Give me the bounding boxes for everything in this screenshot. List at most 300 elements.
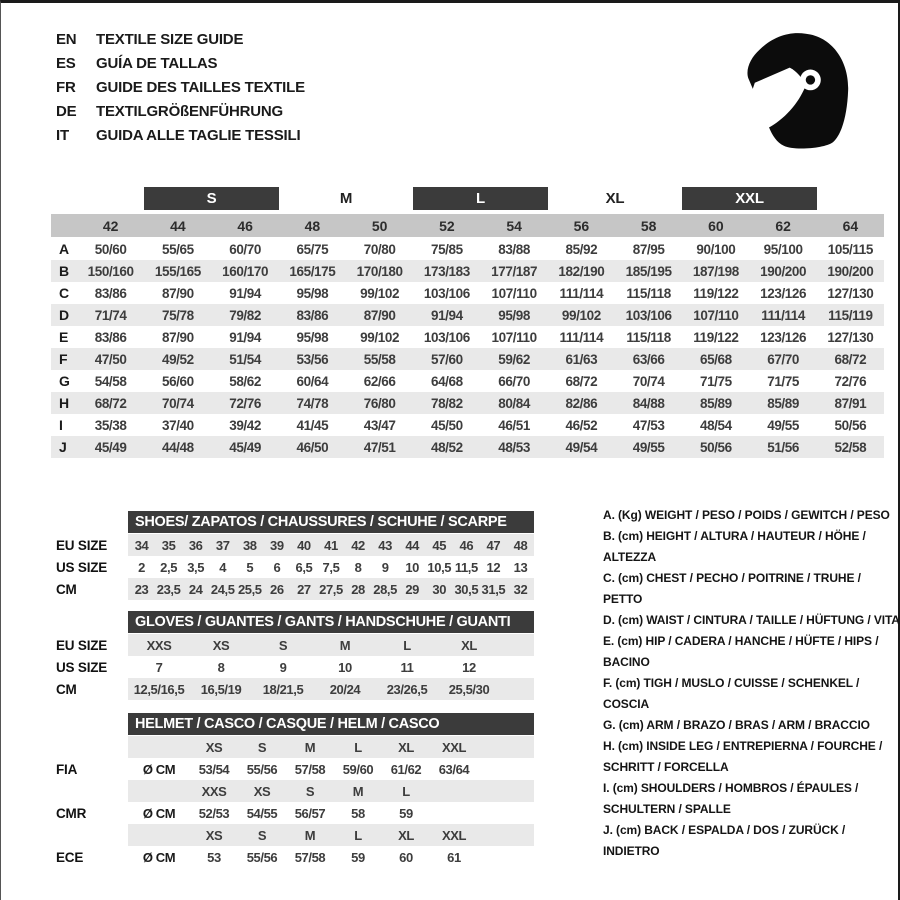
measurement-cell: 45/49 [229,439,262,455]
gloves-title-row [56,611,534,633]
row-values [128,678,534,700]
legend-item: C. (cm) CHEST / PECHO / POITRINE / TRUHE / PETTO [603,571,861,606]
measurement-cell: 71/74 [94,307,127,323]
measurement-cell: 68/72 [565,373,598,389]
measurement-cell: 55/58 [363,351,396,367]
size-column-header: 52 [439,217,455,234]
size-cell: 26 [270,581,284,597]
measurement-cell: 190/200 [760,263,807,279]
measurement-cell: 64/68 [430,373,463,389]
helmet-value-cell: 53/54 [198,761,230,777]
helmet-size-cell: M [304,739,316,755]
measurement-cell: 119/122 [693,329,739,345]
size-cell: 24 [188,581,203,597]
shoes-title-bar: SHOES/ ZAPATOS / CHAUSSURES / SCHUHE / SCARPE [128,511,534,533]
measurement-row [51,326,884,348]
gloves-size-table [56,611,534,700]
diameter-unit-cell: Ø CM [142,761,176,777]
measurement-cell: 115/119 [828,307,873,323]
measurement-cell: 187/198 [692,263,739,279]
size-column-header: 54 [506,217,522,234]
size-column-header: 64 [842,217,859,234]
helmet-value-row [56,802,534,824]
size-cell: 44 [405,537,420,553]
measurement-cell: 91/94 [229,329,262,345]
measurement-cell: 45/50 [430,417,463,433]
row-values [128,556,534,578]
size-cell: 36 [188,537,203,553]
size-cell: 6 [273,559,281,575]
size-cell: 10 [338,659,352,675]
measurement-cell: 50/56 [834,417,867,433]
language-row [56,75,305,99]
gloves-title-bar: GLOVES / GUANTES / GANTS / HANDSCHUHE / GUANTI [128,611,534,633]
guide-title: TEXTILGRÖßENFÜHRUNG [96,102,284,120]
measurement-cell: 185/195 [625,263,672,279]
size-column-header: 58 [640,217,657,234]
size-cell: 41 [324,537,338,553]
measurement-legend [603,505,900,862]
measurement-cell: 57/60 [430,351,463,367]
size-row [56,534,534,556]
size-cell: 37 [215,537,230,553]
measurement-cell: 63/66 [632,351,665,367]
helmet-value-cell: 61 [447,849,461,865]
size-cell: 12 [462,659,476,675]
size-cell: 48 [513,537,528,553]
helmet-value-cell: 55/56 [246,761,278,777]
measurement-cell: 105/115 [827,241,873,257]
textile-size-table [51,187,884,458]
measurement-cell: 72/76 [229,395,262,411]
measurement-cell: 51/54 [229,351,262,367]
measurement-cell: 43/47 [363,417,396,433]
guide-title: TEXTILE SIZE GUIDE [96,30,244,48]
helmet-value-cell: 59/60 [342,761,374,777]
size-cell: 11,5 [454,559,478,575]
measurement-cell: 87/90 [363,307,396,323]
language-row [56,99,305,123]
measurement-cell: 46/52 [565,417,598,433]
row-letter: G [59,373,70,389]
guide-title: GUÍA DE TALLAS [96,54,218,72]
helmet-size-cell: XXS [201,783,227,799]
measurement-cell: 99/102 [360,329,400,345]
language-code: ES [56,54,76,72]
measurement-cell: 85/89 [699,395,732,411]
helmet-size-cell: M [304,827,316,843]
measurement-cell: 55/65 [161,241,194,257]
legend-item: G. (cm) ARM / BRAZO / BRAS / ARM / BRACCIO [603,718,870,732]
helmet-value-cell: 55/56 [246,849,278,865]
measurement-cell: 48/52 [430,439,463,455]
row-letter: I [59,417,63,433]
row-values [128,736,534,758]
measurement-cell: 68/72 [834,351,867,367]
measurement-cell: 70/74 [632,373,665,389]
measurement-cell: 103/106 [423,329,470,345]
row-label: US SIZE [56,559,108,575]
size-cell: 2 [138,559,145,575]
size-row [56,656,534,678]
size-band-l: L [413,187,548,210]
measurement-cell: 78/82 [430,395,463,411]
size-cell: 35 [161,537,176,553]
measurement-cell: 80/84 [498,395,531,411]
measurement-cell: 50/56 [699,439,732,455]
row-values [128,534,534,556]
measurement-cell: 74/78 [296,395,329,411]
legend-item: F. (cm) TIGH / MUSLO / CUISSE / SCHENKEL / COSCIA [603,676,860,711]
size-cell: 43 [378,537,392,553]
helmet-value-cell: 59 [351,849,365,865]
size-cell: 5 [246,559,254,575]
row-values [128,634,534,656]
helmet-value-cell: 53 [207,849,221,865]
spacer [56,780,128,802]
size-cell: 8 [217,659,225,675]
standard-label: ECE [56,849,84,865]
measurement-cell: 48/54 [699,417,732,433]
measurement-cell: 39/42 [229,417,262,433]
measurement-cell: 85/92 [565,241,598,257]
helmet-size-cell: XL [398,739,414,755]
measurement-row [51,392,884,414]
size-cell: XXS [146,637,172,653]
measurement-row [51,238,884,260]
guide-title: GUIDA ALLE TAGLIE TESSILI [96,126,301,144]
size-cell: 3,5 [187,559,205,575]
helmet-size-cell: XS [205,739,223,755]
measurement-cell: 127/130 [827,285,874,301]
measurement-cell: 71/75 [699,373,732,389]
helmet-size-cell: L [402,783,410,799]
measurement-cell: 170/180 [356,263,403,279]
size-cell: 47 [486,537,501,553]
measurement-cell: 90/100 [696,241,736,257]
size-cell: 46 [459,537,474,553]
row-values [128,846,534,868]
size-cell: XL [461,637,477,653]
measurement-cell: 103/106 [625,307,672,323]
size-band-row [51,187,884,210]
measurement-rows [51,238,884,458]
legend-item: E. (cm) HIP / CADERA / HANCHE / HÜFTE / HIPS / BACINO [603,634,879,669]
size-cell: 25,5 [237,581,262,597]
size-cell: 12,5/16,5 [133,681,185,697]
measurement-cell: 111/114 [559,285,604,301]
size-cell: 29 [405,581,420,597]
measurement-cell: 160/170 [222,263,269,279]
measurement-cell: 115/118 [626,285,671,301]
measurement-cell: 84/88 [632,395,665,411]
measurement-cell: 87/91 [834,395,867,411]
racing-helmet-icon [737,29,865,161]
size-band-xl: XL [605,190,625,207]
size-band-s: S [144,187,279,210]
size-column-header: 60 [708,217,724,234]
row-letter: F [59,351,68,367]
measurement-row [51,348,884,370]
size-cell: 31,5 [481,581,506,597]
measurement-cell: 107/110 [491,329,537,345]
legend-item: H. (cm) INSIDE LEG / ENTREPIERNA / FOURCHE / SCHRITT / FORCELLA [603,739,883,774]
diameter-unit-cell: Ø CM [142,849,176,865]
size-cell: 34 [134,537,149,553]
shoes-rows [56,534,534,600]
row-values [128,780,534,802]
size-cell: 7,5 [322,559,340,575]
measurement-cell: 70/74 [161,395,194,411]
size-cell: 23 [134,581,149,597]
measurement-cell: 190/200 [827,263,874,279]
measurement-cell: 47/53 [632,417,665,433]
measurement-cell: 95/98 [296,285,329,301]
measurement-cell: 82/86 [565,395,598,411]
measurement-cell: 111/114 [761,307,805,323]
size-cell: 10,5 [427,559,452,575]
row-label: EU SIZE [56,637,108,653]
measurement-row [51,282,884,304]
measurement-cell: 99/102 [360,285,400,301]
measurement-cell: 52/58 [834,439,867,455]
measurement-cell: 70/80 [363,241,396,257]
size-cell: 23/26,5 [386,681,428,697]
helmet-value-cell: 61/62 [390,761,422,777]
measurement-cell: 47/50 [94,351,127,367]
measurement-cell: 85/89 [767,395,800,411]
shoes-title-row [56,511,534,533]
helmet-size-row [56,736,534,758]
measurement-cell: 59/62 [498,351,531,367]
row-values [128,758,534,780]
row-letter: D [59,307,70,323]
measurement-cell: 91/94 [229,285,262,301]
helmet-value-cell: 58 [351,805,365,821]
size-column-header: 42 [102,217,119,234]
helmet-value-cell: 56/57 [294,805,326,821]
size-cell: 25,5/30 [448,681,490,697]
measurement-cell: 103/106 [423,285,470,301]
measurement-cell: 72/76 [834,373,867,389]
language-code: IT [56,126,69,144]
measurement-cell: 177/187 [491,263,538,279]
measurement-cell: 53/56 [296,351,329,367]
measurement-cell: 123/126 [760,329,807,345]
measurement-cell: 87/90 [161,285,194,301]
measurement-cell: 49/55 [632,439,665,455]
spacer [56,511,128,533]
measurement-cell: 75/85 [430,241,463,257]
language-row [56,27,305,51]
helmet-size-row [56,780,534,802]
row-values [128,824,534,846]
measurement-cell: 115/118 [626,329,671,345]
measurement-cell: 46/50 [296,439,329,455]
guide-title: GUIDE DES TAILLES TEXTILE [96,78,305,96]
row-label: CM [56,581,77,597]
measurement-cell: 107/110 [491,285,537,301]
size-cell: 6,5 [295,559,313,575]
row-label: CM [56,681,77,697]
size-column-header: 44 [170,217,186,234]
measurement-cell: 95/98 [498,307,531,323]
measurement-cell: 182/190 [558,263,605,279]
row-letter: A [59,241,70,257]
size-cell: 4 [219,559,227,575]
measurement-cell: 127/130 [827,329,874,345]
helmet-size-cell: XS [205,827,223,843]
helmet-title-bar: HELMET / CASCO / CASQUE / HELM / CASCO [128,713,534,735]
size-column-header: 48 [304,217,321,234]
measurement-cell: 51/56 [767,439,800,455]
size-cell: 32 [513,581,528,597]
row-letter: E [59,329,69,345]
measurement-cell: 83/86 [296,307,329,323]
measurement-cell: 61/63 [565,351,598,367]
measurement-cell: 49/54 [565,439,598,455]
measurement-cell: 49/55 [767,417,800,433]
measurement-cell: 37/40 [161,417,194,433]
measurement-cell: 83/86 [94,329,127,345]
size-band-xxl: XXL [682,187,817,210]
measurement-cell: 67/70 [767,351,800,367]
spacer [56,713,128,735]
standard-label: CMR [56,805,87,821]
size-column-header: 46 [237,217,253,234]
measurement-cell: 60/64 [296,373,329,389]
measurement-cell: 41/45 [296,417,329,433]
measurement-cell: 66/70 [498,373,531,389]
gloves-rows [56,634,534,700]
measurement-row [51,260,884,282]
measurement-row [51,414,884,436]
size-cell: 42 [351,537,365,553]
row-letter: J [59,439,67,455]
measurement-cell: 123/126 [760,285,807,301]
measurement-cell: 35/38 [94,417,127,433]
measurement-cell: 58/62 [229,373,262,389]
measurement-row [51,370,884,392]
language-code: FR [56,78,76,96]
size-cell: 10 [405,559,420,575]
helmet-value-cell: 54/55 [246,805,278,821]
helmet-size-row [56,824,534,846]
helmet-size-cell: XL [398,827,414,843]
row-letter: C [59,285,70,301]
spacer [56,824,128,846]
size-number-header-row [51,214,884,237]
helmet-size-cell: L [354,827,362,843]
size-cell: 27 [297,581,311,597]
size-column-header: 62 [775,217,791,234]
measurement-cell: 83/88 [498,241,531,257]
legend-item: D. (cm) WAIST / CINTURA / TAILLE / HÜFTUNG / VITA [603,613,900,627]
measurement-cell: 99/102 [561,307,601,323]
measurement-cell: 79/82 [229,307,262,323]
measurement-cell: 44/48 [161,439,194,455]
measurement-cell: 50/60 [94,241,127,257]
size-cell: 27,5 [319,581,343,597]
helmet-value-cell: 59 [399,805,413,821]
size-row [56,678,534,700]
size-row [56,556,534,578]
size-cell: 2,5 [160,559,178,575]
measurement-cell: 107/110 [693,307,739,323]
helmet-size-table [56,713,534,868]
size-cell: 28,5 [373,581,397,597]
measurement-cell: 173/183 [423,263,470,279]
size-cell: 38 [242,537,257,553]
legend-item: J. (cm) BACK / ESPALDA / DOS / ZURÜCK / INDIETRO [603,823,846,858]
helmet-size-cell: M [352,783,364,799]
size-cell: M [339,637,351,653]
helmet-value-cell: 52/53 [198,805,230,821]
standard-label: FIA [56,761,78,777]
helmet-size-cell: S [257,827,267,843]
measurement-cell: 62/66 [363,373,396,389]
size-cell: 28 [351,581,365,597]
helmet-size-cell: L [354,739,362,755]
helmet-size-cell: S [305,783,315,799]
measurement-cell: 95/100 [763,241,803,257]
helmet-value-cell: 57/58 [294,849,326,865]
language-row [56,51,305,75]
size-cell: 16,5/19 [200,681,242,697]
size-cell: 30,5 [454,581,479,597]
size-cell: 9 [279,659,287,675]
measurement-cell: 119/122 [693,285,739,301]
row-values [128,578,534,600]
measurement-cell: 87/90 [161,329,194,345]
size-cell: L [403,637,411,653]
size-cell: 7 [155,659,163,675]
measurement-cell: 45/49 [94,439,127,455]
measurement-cell: 87/95 [632,241,665,257]
size-column-header: 50 [371,217,388,234]
row-letter: B [59,263,70,279]
measurement-cell: 68/72 [94,395,127,411]
helmet-value-cell: 57/58 [294,761,326,777]
row-values [128,656,534,678]
measurement-cell: 76/80 [363,395,396,411]
spacer [56,736,128,758]
helmet-value-row [56,846,534,868]
helmet-size-cell: XS [253,783,271,799]
measurement-cell: 54/58 [94,373,127,389]
size-cell: 8 [354,559,362,575]
helmet-title-row [56,713,534,735]
legend-item: I. (cm) SHOULDERS / HOMBROS / ÉPAULES / SCHULTERN / SPALLE [603,781,859,816]
measurement-cell: 47/51 [363,439,396,455]
measurement-cell: 65/75 [296,241,329,257]
size-cell: 24,5 [210,581,235,597]
size-cell: 30 [432,581,447,597]
helmet-value-cell: 63/64 [438,761,470,777]
helmet-rows [56,736,534,868]
size-cell: 45 [432,537,447,553]
helmet-size-cell: XXL [441,827,467,843]
size-cell: 9 [381,559,389,575]
measurement-cell: 150/160 [87,263,134,279]
helmet-size-cell: XXL [441,739,467,755]
helmet-value-cell: 60 [399,849,413,865]
measurement-cell: 49/52 [161,351,194,367]
language-code: DE [56,102,77,120]
helmet-value-row [56,758,534,780]
language-code: EN [56,30,77,48]
measurement-cell: 95/98 [296,329,329,345]
